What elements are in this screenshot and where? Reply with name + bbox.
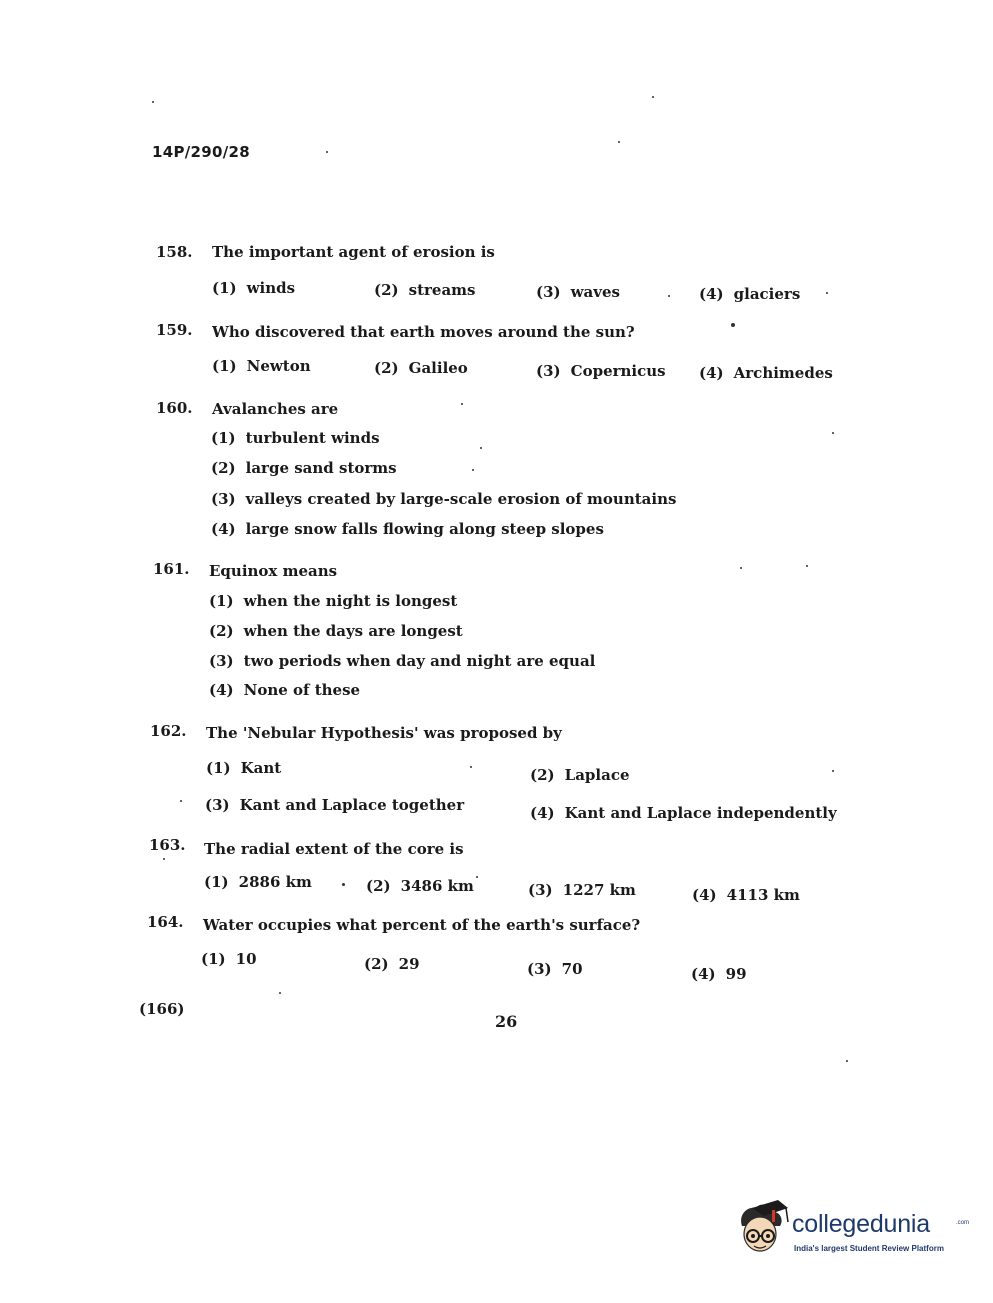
scan-speck bbox=[279, 992, 281, 994]
question-number: 161. bbox=[153, 560, 190, 578]
question-text: The 'Nebular Hypothesis' was proposed by bbox=[206, 724, 562, 742]
option: (2) large sand storms bbox=[211, 459, 397, 477]
scan-speck bbox=[476, 876, 478, 878]
question-text: Avalanches are bbox=[212, 400, 339, 418]
scan-speck bbox=[832, 432, 834, 434]
option: (4) large snow falls flowing along steep slopes bbox=[211, 520, 604, 538]
question-number: 158. bbox=[156, 243, 193, 261]
question-number: 159. bbox=[156, 321, 193, 339]
question-number: 160. bbox=[156, 399, 193, 417]
option: (2) Galileo bbox=[374, 359, 468, 377]
scan-speck bbox=[832, 770, 834, 772]
scan-speck bbox=[152, 101, 154, 103]
scan-speck bbox=[731, 323, 735, 327]
option: (3) valleys created by large-scale erosion of mountains bbox=[211, 490, 677, 508]
question-number: 164. bbox=[147, 913, 184, 931]
question-text: Who discovered that earth moves around the sun? bbox=[212, 323, 635, 341]
question-text: Equinox means bbox=[209, 562, 338, 580]
question-number: 162. bbox=[150, 722, 187, 740]
option: (3) 1227 km bbox=[528, 881, 636, 899]
option: (3) Copernicus bbox=[536, 362, 666, 380]
option: (1) Newton bbox=[212, 357, 311, 375]
option: (3) Kant and Laplace together bbox=[205, 796, 465, 814]
scan-speck bbox=[480, 447, 482, 449]
page-number: 26 bbox=[495, 1012, 518, 1031]
option: (3) two periods when day and night are equal bbox=[209, 652, 596, 670]
option: (4) glaciers bbox=[699, 285, 801, 303]
scan-speck bbox=[180, 800, 182, 802]
question-text: The important agent of erosion is bbox=[212, 243, 495, 261]
scan-speck bbox=[846, 1060, 848, 1062]
option: (2) streams bbox=[374, 281, 476, 299]
brand-tagline: India's largest Student Review Platform bbox=[794, 1244, 944, 1253]
brand-domain: .com bbox=[956, 1220, 970, 1226]
option: (2) 3486 km bbox=[366, 877, 474, 895]
footer-code: (166) bbox=[139, 1000, 185, 1018]
question-text: The radial extent of the core is bbox=[204, 840, 464, 858]
option: (4) 4113 km bbox=[692, 886, 800, 904]
scan-speck bbox=[461, 403, 463, 405]
option: (3) waves bbox=[536, 283, 620, 301]
option: (1) turbulent winds bbox=[211, 429, 380, 447]
scan-speck bbox=[342, 883, 345, 886]
scan-speck bbox=[326, 151, 328, 153]
option: (2) Laplace bbox=[530, 766, 630, 784]
question-number: 163. bbox=[149, 836, 186, 854]
option: (2) when the days are longest bbox=[209, 622, 463, 640]
scan-speck bbox=[470, 766, 472, 768]
option: (4) Kant and Laplace independently bbox=[530, 804, 837, 822]
scan-speck bbox=[740, 567, 742, 569]
option: (4) Archimedes bbox=[699, 364, 833, 382]
scan-speck bbox=[472, 469, 474, 471]
option: (2) 29 bbox=[364, 955, 420, 973]
option: (1) winds bbox=[212, 279, 296, 297]
scan-speck bbox=[618, 141, 620, 143]
scan-speck bbox=[826, 292, 828, 294]
question-text: Water occupies what percent of the earth's surface? bbox=[203, 916, 641, 934]
mascot-icon bbox=[734, 1196, 794, 1262]
option: (1) when the night is longest bbox=[209, 592, 458, 610]
paper-code: 14P/290/28 bbox=[152, 143, 251, 161]
option: (4) 99 bbox=[691, 965, 747, 983]
option: (1) Kant bbox=[206, 759, 282, 777]
option: (4) None of these bbox=[209, 681, 361, 699]
scan-speck bbox=[806, 565, 808, 567]
scan-speck bbox=[652, 96, 654, 98]
scan-speck bbox=[668, 295, 670, 297]
option: (1) 2886 km bbox=[204, 873, 312, 891]
collegedunia-logo bbox=[734, 1196, 970, 1262]
option: (1) 10 bbox=[201, 950, 257, 968]
option: (3) 70 bbox=[527, 960, 583, 978]
brand-name: collegedunia bbox=[792, 1210, 930, 1238]
scan-speck bbox=[163, 858, 165, 860]
